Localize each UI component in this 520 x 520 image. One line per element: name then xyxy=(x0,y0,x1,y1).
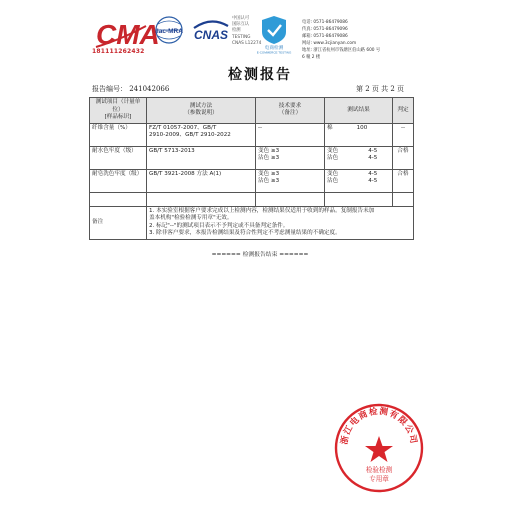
ilac-mra-text: ilac-MRA xyxy=(155,28,183,35)
cell-result: 变色 4-5 沾色 4-5 xyxy=(325,146,393,169)
cell-result: 棉 100 xyxy=(325,123,393,146)
cell-judgement: -- xyxy=(393,123,414,146)
table-row xyxy=(90,169,414,192)
cell-requirement: -- xyxy=(256,123,325,146)
note-line: 盖本机构"检验检测专用章"无效。 xyxy=(149,215,233,222)
ecommerce-badge-text: 电商检测 xyxy=(264,46,284,51)
info-line: 6 幢 2 楼 xyxy=(302,55,321,60)
note-line: 2. 标记"--"的测试项目表示不予判定或不具备判定条件。 xyxy=(149,222,289,229)
seal-center-line2: 专用章 xyxy=(369,475,389,483)
header-requirement: 技术要求 （备注） xyxy=(256,98,325,124)
cnas-text: CNAS xyxy=(193,28,229,42)
cell-item: 纤维含量（%） xyxy=(90,123,147,146)
official-seal xyxy=(333,402,425,494)
header-method: 测试方法 （参数说明） xyxy=(147,98,256,124)
star-icon xyxy=(365,436,393,462)
accreditation-line: 中国认可 xyxy=(232,16,250,21)
table-header-row xyxy=(90,98,414,124)
results-table xyxy=(89,97,414,207)
cell-judgement: 合格 xyxy=(393,169,414,192)
notes-label: 备注 xyxy=(90,207,147,240)
cnas-logo xyxy=(190,14,232,50)
notes-row xyxy=(90,207,414,240)
info-line: 电话: 0571-86479086 xyxy=(302,20,348,25)
cell-method: GB/T 5713-2013 xyxy=(147,146,256,169)
accreditation-line: 国际互认 xyxy=(232,22,250,28)
cell-requirement: 变色 ≥3 沾色 ≥3 xyxy=(256,169,325,192)
report-end-marker: ====== 检测报告结束 ====== xyxy=(211,252,309,258)
notes-table xyxy=(89,206,414,240)
info-line: 地址: 浙江省杭州市钱塘区伯山路 600 号 xyxy=(302,48,381,53)
note-line: 1. 本实验室根据客户要求完成以上检测内容，检测结果仅适用于收到的样品。复制报告未加 xyxy=(149,208,375,214)
cell-method: GB/T 3921-2008 方法 A(1) xyxy=(147,169,256,192)
notes-content xyxy=(147,207,414,240)
page-title: 检测报告 xyxy=(228,67,292,83)
seal-center-line1: 检验检测 xyxy=(365,466,393,474)
header-result: 测试结果 xyxy=(325,98,393,124)
ecommerce-testing-badge xyxy=(252,14,296,54)
table-row xyxy=(90,123,414,146)
accreditation-line: TESTING xyxy=(232,34,251,40)
table-row-empty xyxy=(90,192,414,206)
cell-judgement: 合格 xyxy=(393,146,414,169)
info-line: 邮箱: 0571-86479086 xyxy=(302,34,348,39)
header-item: 测试项目（计量单位） [样品标识] xyxy=(90,98,147,124)
info-line: 网站: www.3cjianyan.com xyxy=(302,41,357,46)
cell-requirement: 变色 ≥3 沾色 ≥3 xyxy=(256,146,325,169)
accreditation-line: CNAS L12274 xyxy=(232,40,262,46)
note-line: 3. 除非客户要求，本报告检测结果及符合性判定不考虑测量结果的不确定度。 xyxy=(149,230,341,237)
header-judgement: 判定 xyxy=(393,98,414,124)
cma-logo-text: CMA xyxy=(96,19,160,50)
cell-item: 耐水色牢度（级） xyxy=(90,146,147,169)
table-row xyxy=(90,146,414,169)
cma-code: 181111262432 xyxy=(92,48,145,55)
seal-arc-text: 浙江电商检测有限公司 xyxy=(339,406,419,446)
accreditation-line: 检测 xyxy=(232,28,241,34)
ilac-mra-logo xyxy=(150,14,188,50)
cell-item: 耐皂洗色牢度（级） xyxy=(90,169,147,192)
cell-result: 变色 4-5 沾色 4-5 xyxy=(325,169,393,192)
page-indicator: 第 2 页 共 2 页 xyxy=(356,85,405,93)
report-number: 报告编号： 241042066 xyxy=(92,85,170,93)
info-line: 传真: 0571-86479096 xyxy=(302,27,348,32)
cell-method: FZ/T 01057-2007、GB/T 2910-2009、GB/T 2910-2022 xyxy=(147,123,256,146)
ecommerce-badge-en: E-COMMERCE TESTING xyxy=(256,50,292,55)
